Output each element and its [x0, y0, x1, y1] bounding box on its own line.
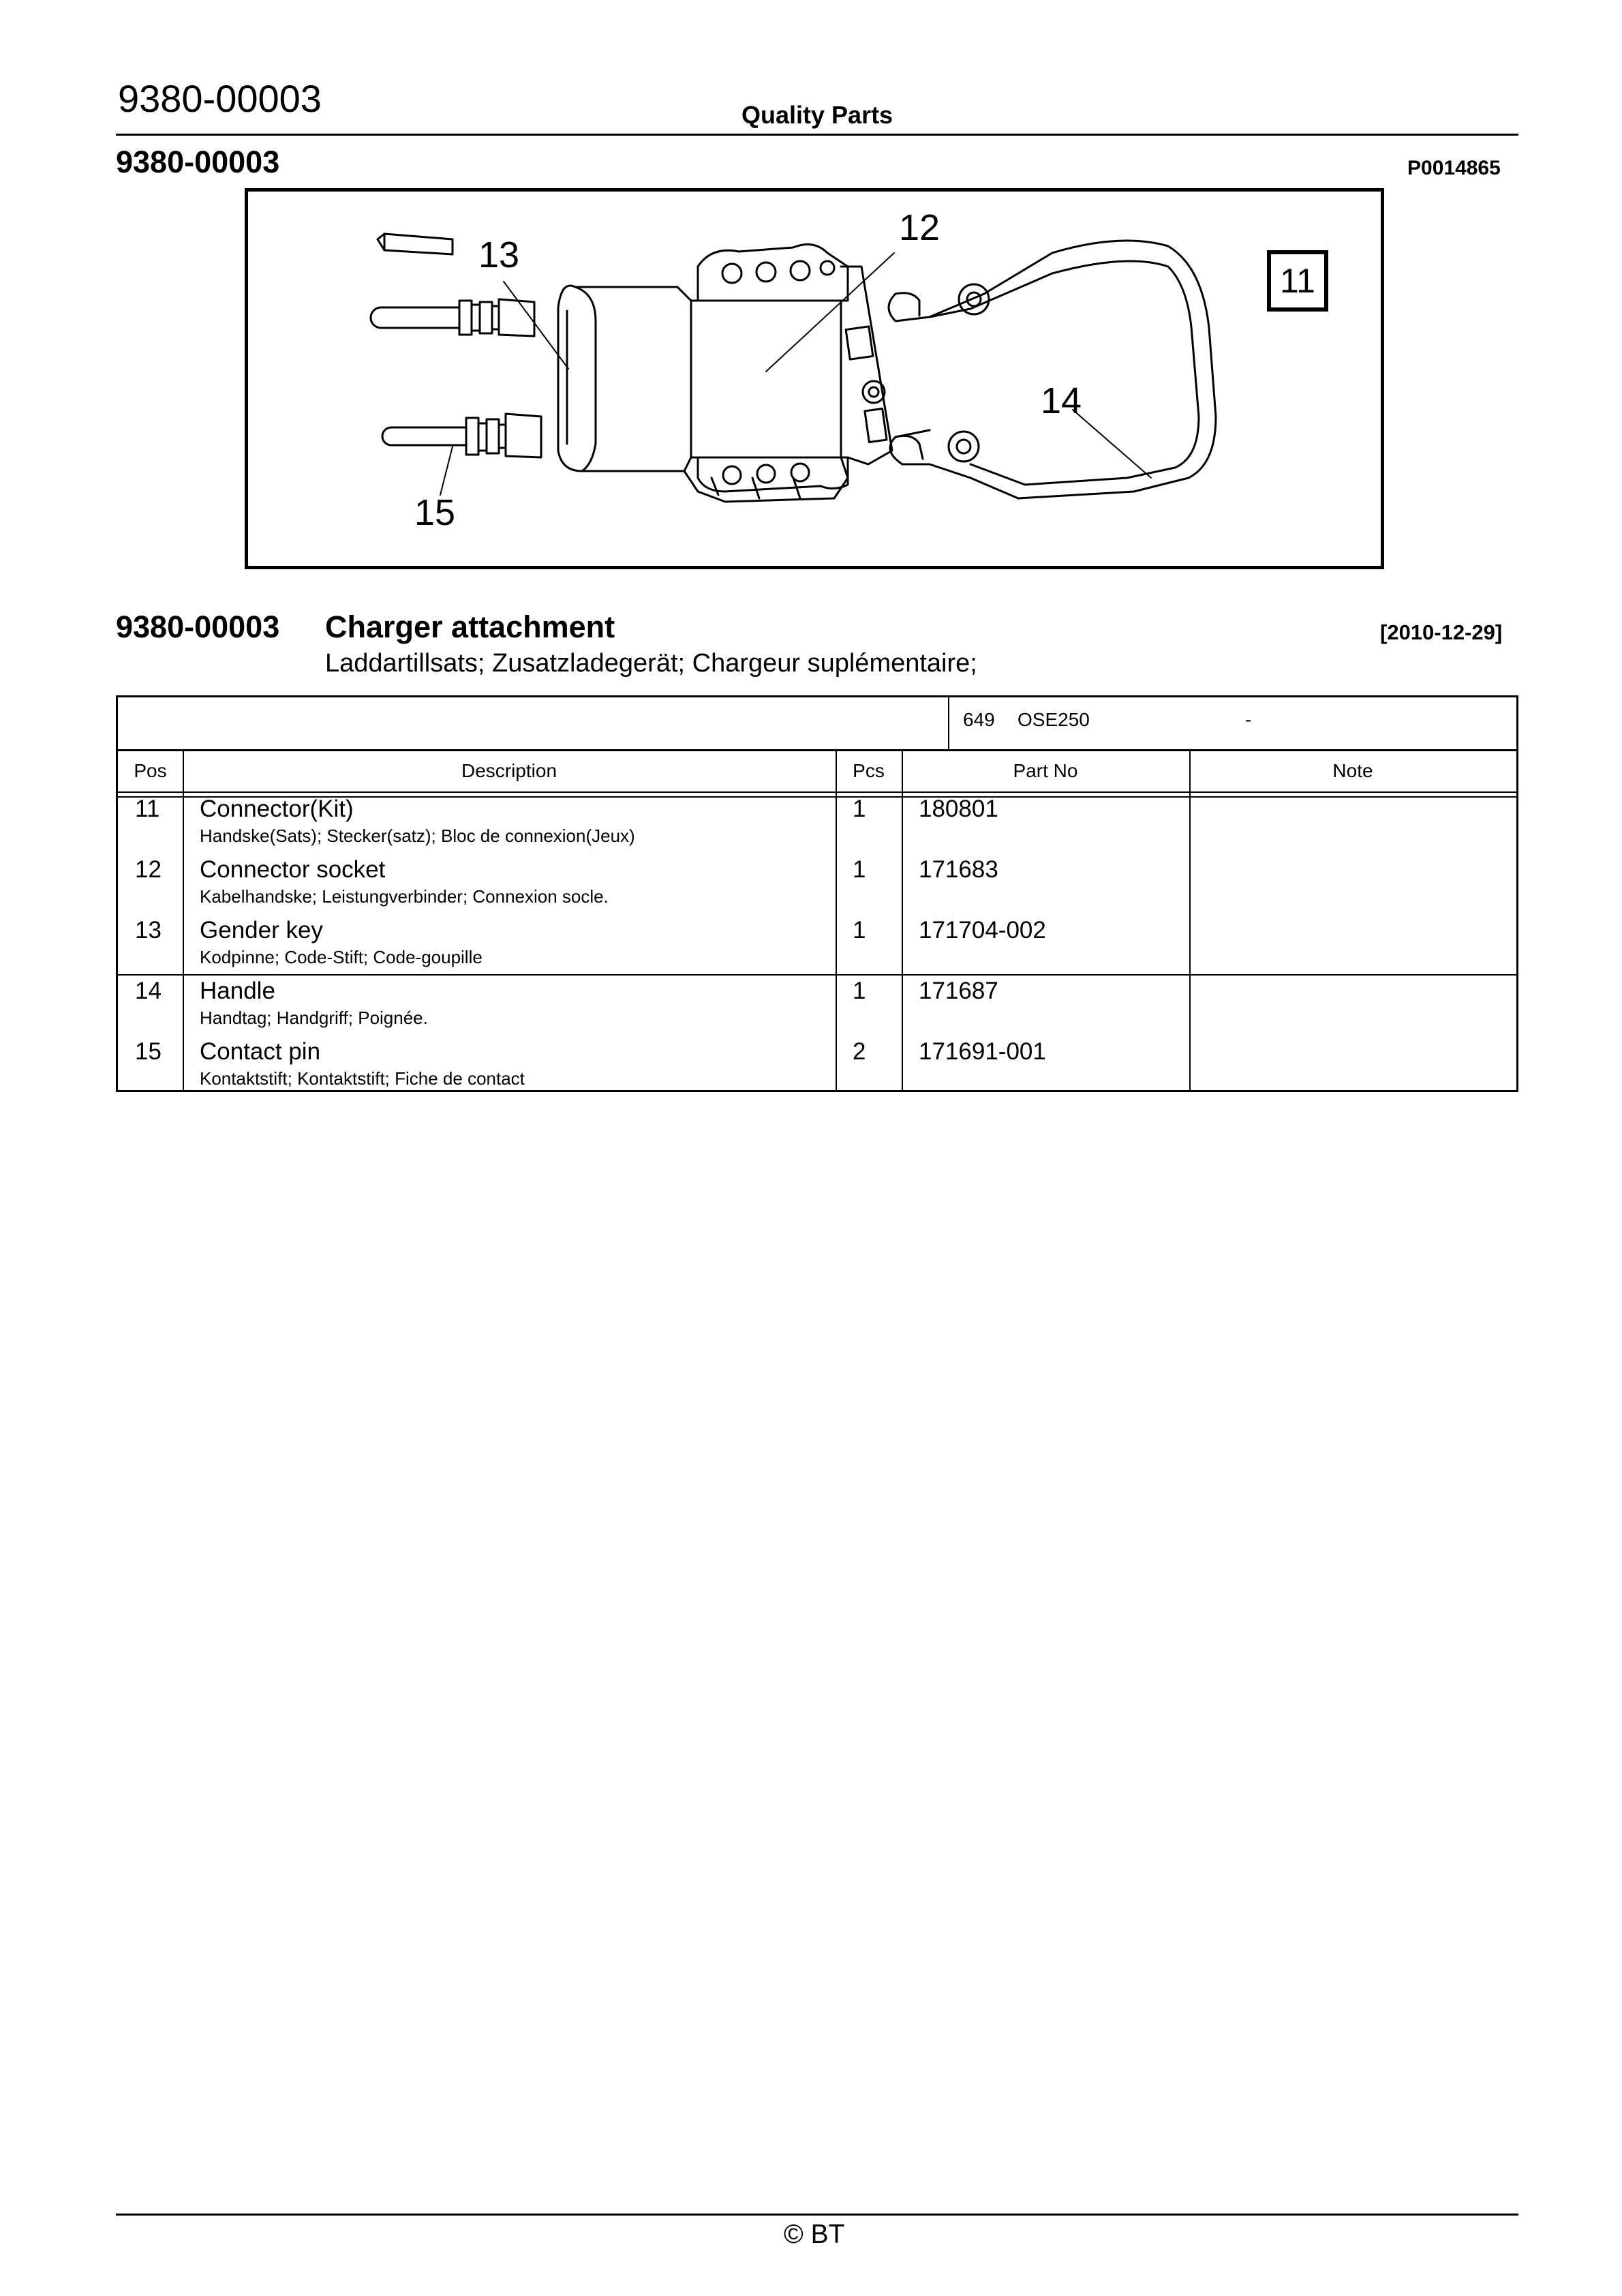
model-range: -: [1245, 709, 1252, 730]
header-divider: [116, 134, 1518, 136]
table-divider: [948, 697, 949, 749]
section-number: 9380-00003: [116, 145, 280, 179]
row-translations: Kodpinne; Code-Stift; Code-goupille: [200, 947, 483, 967]
parts-illustration: [245, 188, 1384, 569]
model-code: 649: [963, 709, 995, 730]
row-pos: 11: [135, 796, 160, 822]
row-pos: 12: [135, 856, 162, 883]
row-translations: Handtag; Handgriff; Poignée.: [200, 1008, 428, 1028]
row-part-no: 171691-001: [919, 1038, 1046, 1065]
column-header-part-no: Part No: [1013, 760, 1078, 781]
handle-part: [889, 241, 1216, 498]
row-name: Gender key: [200, 917, 323, 943]
column-header-pcs: Pcs: [853, 760, 885, 781]
row-translations: Kabelhandske; Leistungverbinder; Connexion socle.: [200, 886, 609, 907]
callout-11: 11: [1267, 250, 1328, 312]
callout-13: 13: [478, 235, 520, 275]
row-name: Connector socket: [200, 856, 386, 883]
group-title: Charger attachment: [325, 609, 615, 644]
row-part-no: 171704-002: [919, 917, 1046, 943]
group-date: [2010-12-29]: [1380, 620, 1503, 644]
table-divider: [1189, 749, 1191, 1092]
model-name: OSE250: [1017, 709, 1090, 730]
table-divider: [118, 749, 1516, 751]
column-header-pos: Pos: [134, 760, 167, 781]
connector-body: [558, 245, 892, 502]
row-pcs: 1: [853, 978, 866, 1004]
table-divider: [183, 749, 184, 1092]
row-translations: Kontaktstift; Kontaktstift; Fiche de contact: [200, 1068, 525, 1089]
table-divider: [902, 749, 903, 1092]
gender-key-part: [378, 234, 453, 254]
row-name: Connector(Kit): [200, 796, 354, 822]
column-header-note: Note: [1332, 760, 1373, 781]
row-pcs: 1: [853, 856, 866, 883]
row-pos: 15: [135, 1038, 162, 1065]
row-part-no: 180801: [919, 796, 998, 822]
row-pos: 13: [135, 917, 162, 943]
row-part-no: 171683: [919, 856, 998, 883]
document-number: 9380-00003: [118, 77, 322, 120]
row-pcs: 1: [853, 796, 866, 822]
row-pcs: 1: [853, 917, 866, 943]
row-pcs: 2: [853, 1038, 866, 1065]
parts-table: [116, 695, 1518, 1092]
row-part-no: 171687: [919, 978, 998, 1004]
table-divider: [118, 791, 1516, 793]
contact-pin-lower: [382, 414, 541, 457]
group-number: 9380-00003: [116, 609, 280, 644]
image-reference: P0014865: [1407, 157, 1501, 179]
callout-14: 14: [1041, 380, 1082, 421]
callout-leaders: [440, 253, 1151, 495]
callout-12: 12: [899, 207, 940, 248]
group-title-translations: Laddartillsats; Zusatzladegerät; Chargeur suplémentaire;: [325, 649, 977, 678]
row-pos: 14: [135, 978, 162, 1004]
row-name: Handle: [200, 978, 275, 1004]
table-divider: [118, 974, 1516, 976]
column-header-description: Description: [461, 760, 557, 781]
table-divider: [836, 749, 837, 1092]
header-title: Quality Parts: [741, 101, 893, 129]
contact-pin-upper: [371, 299, 534, 336]
callout-15: 15: [414, 492, 456, 533]
row-translations: Handske(Sats); Stecker(satz); Bloc de connexion(Jeux): [200, 826, 635, 846]
footer-copyright: © BT: [784, 2220, 845, 2249]
footer-divider: [116, 2214, 1518, 2216]
row-name: Contact pin: [200, 1038, 321, 1065]
